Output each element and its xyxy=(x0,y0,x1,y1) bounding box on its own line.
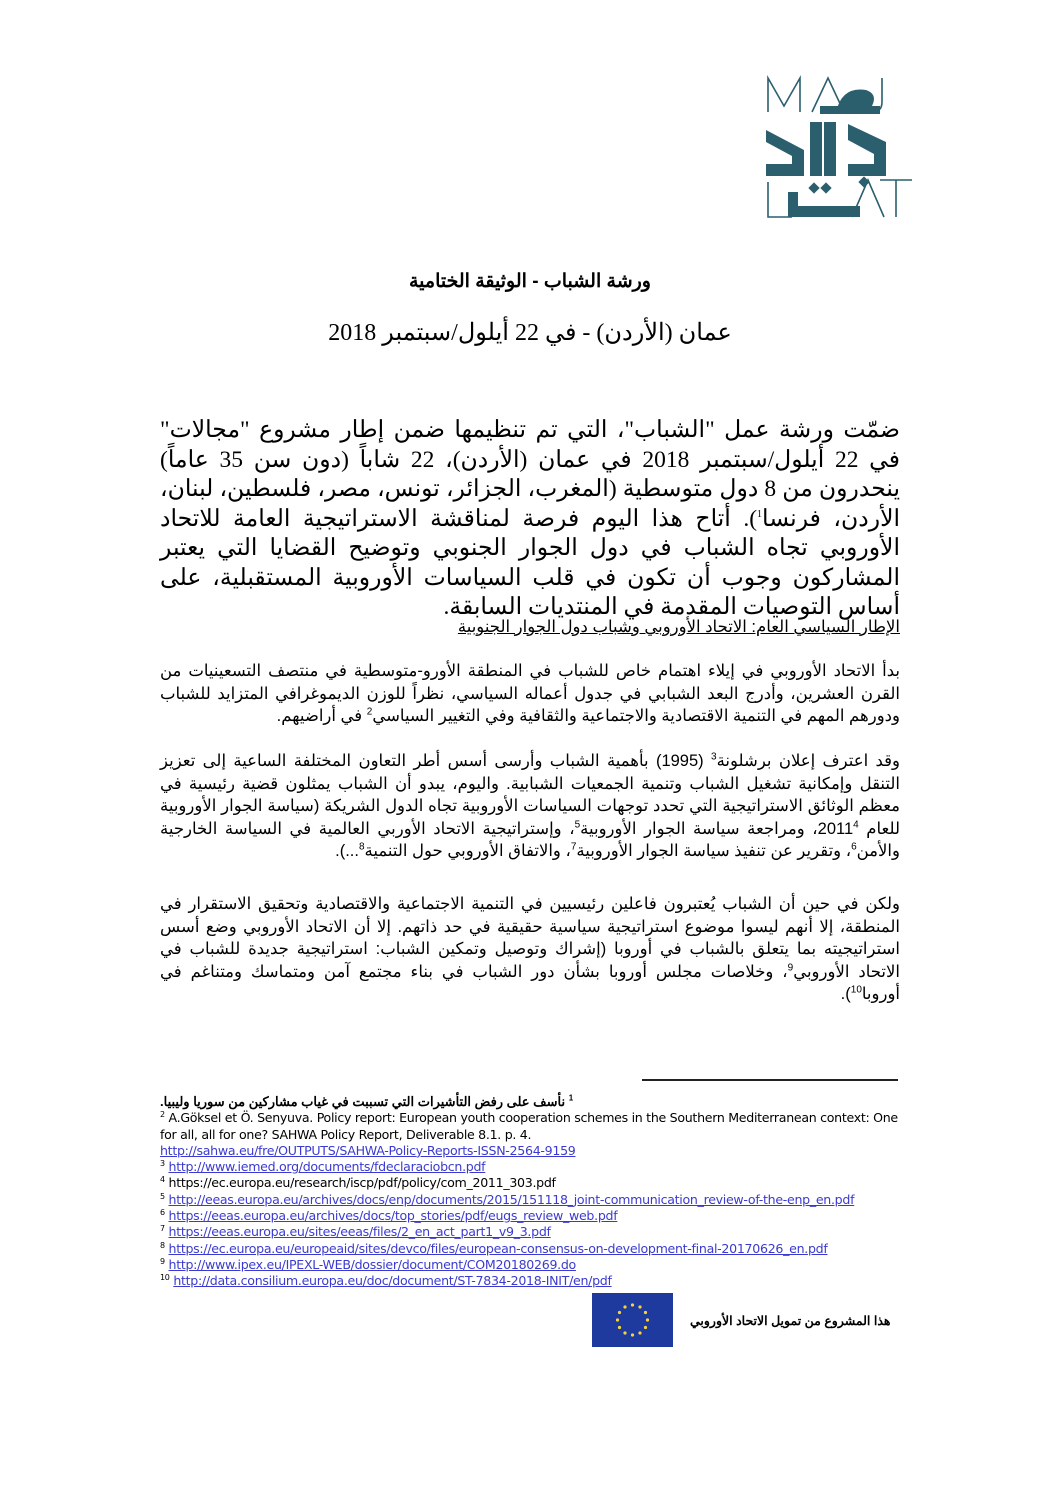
paragraph-text: في أراضيهم. xyxy=(276,707,367,725)
paragraph-text: ، وتقرير عن تنفيذ سياسة الجوار الأوروبية xyxy=(576,842,852,860)
intro-paragraph xyxy=(160,416,900,623)
section-heading: الإطار السياسي العام: الاتحاد الأوروبي وشباب دول الجوار الجنوبية xyxy=(457,618,900,636)
intro-text-cont: ). أتاح هذا اليوم فرصة لمناقشة الاستراتيجية العامة للاتحاد الأوروبي تجاه الشباب في دول الجوار الجنوبي وتوضيح القضايا التي يعتبر المشاركون وجوب أن تكون في قلب السياسات الأوروبية المستقبلية، على أساس التوصيات المقدمة في المنتديات السابقة. xyxy=(160,505,900,620)
footnote-9 xyxy=(160,1257,905,1273)
footnote-6 xyxy=(160,1208,905,1224)
footnote-text: نأسف على رفض التأشيرات التي تسببت في غياب مشاركين من سوريا وليبيا. xyxy=(160,1094,566,1109)
document-subtitle: عمان (الأردن) - في 22 أيلول/سبتمبر 2018 xyxy=(328,320,732,346)
footnote-ref-9[interactable]: 9 xyxy=(787,962,794,973)
footnote-2 xyxy=(160,1110,905,1159)
paragraph-2 xyxy=(160,750,900,863)
footnote-text: A.Göksel et Ö. Senyuva. Policy report: European youth cooperation schemes in the Southern Mediterranean context: One for all, all for one? SAHWA Policy Report, Deliverable 8.1. p. 4. xyxy=(160,1110,898,1142)
paragraph-text: ، ومراجعة سياسة الجوار الأوروبية xyxy=(580,819,818,838)
footnote-number: 3 xyxy=(160,1159,165,1168)
paragraph-text: ، وإستراتيجية الاتحاد الأوربي العالمية في السياسة الخارجية والأمن xyxy=(160,819,900,860)
footnote-7 xyxy=(160,1224,905,1240)
footnote-number: 5 xyxy=(160,1191,165,1201)
majalat-logo-icon xyxy=(762,72,912,222)
majalat-logo xyxy=(762,72,912,222)
footnotes xyxy=(160,1094,905,1290)
eu-stars-icon xyxy=(592,1293,673,1347)
footnote-link[interactable]: http://www.iemed.org/documents/fdeclaraciobcn.pdf xyxy=(168,1159,486,1175)
footnote-1 xyxy=(160,1094,905,1110)
paragraph-3 xyxy=(160,893,900,1006)
footnote-ref-6[interactable]: 6 xyxy=(851,841,857,853)
footnote-10 xyxy=(160,1273,905,1289)
footnote-link[interactable]: https://eeas.europa.eu/archives/docs/top_stories/pdf/eugs_review_web.pdf xyxy=(168,1208,618,1224)
footnote-ref-1[interactable]: 1 xyxy=(757,508,763,520)
footnote-link[interactable]: http://sahwa.eu/fre/OUTPUTS/SAHWA-Policy-Reports-ISSN-2564-9159 xyxy=(160,1142,576,1158)
footnote-link[interactable]: http://www.ipex.eu/IPEXL-WEB/dossier/document/COM20180269.do xyxy=(168,1256,576,1272)
footnote-4 xyxy=(160,1175,905,1191)
paragraph-text: بدأ الاتحاد الأوروبي في إيلاء اهتمام خاص للشباب في المنطقة الأورو-متوسطية في منتصف التسعينيات من القرن العشرين، وأدرج البعد الشبابي في جدول أعماله السياسي، نظراً للوزن الديموغرافي المتزايد للشباب ودورهم المهم في التنمية الاقتصادية والاجتماعية والثقافية وفي التغيير السياسي xyxy=(160,662,900,725)
footnote-ref-3[interactable]: 3 xyxy=(711,751,717,763)
footnote-ref-2[interactable]: 2 xyxy=(366,706,373,718)
footnote-number: 9 xyxy=(160,1256,165,1266)
paragraph-text: ولكن في حين أن الشباب يُعتبرون فاعلين رئيسيين في التنمية الاجتماعية والاقتصادية وتحقيق الاستقرار في المنطقة، إلا أنهم ليسوا موضوع استراتيجية سياسية حقيقية في حد ذاتهم. إلا أن الاتحاد الأوروبي وضع أسس استراتيجيته بما يتعلق بالشباب في أوروبا (إشراك وتوصيل وتمكين الشباب: استراتيجية جديدة للشباب في الاتحاد الأوروبي xyxy=(160,895,900,981)
footnote-separator xyxy=(642,1079,898,1081)
footnote-number: 4 xyxy=(160,1175,165,1185)
footnote-link[interactable]: http://eeas.europa.eu/archives/docs/enp/documents/2015/151118_joint-communication_review-of-the-enp_en.pdf xyxy=(168,1191,855,1207)
paragraph-text: ...). xyxy=(335,842,359,860)
footnote-ref-8[interactable]: 8 xyxy=(358,841,365,853)
footnote-5 xyxy=(160,1192,905,1208)
footnote-text: https://ec.europa.eu/research/iscp/pdf/policy/com_2011_303.pdf xyxy=(168,1175,556,1191)
footnote-number: 7 xyxy=(160,1224,165,1234)
footnote-link[interactable]: https://ec.europa.eu/europeaid/sites/devco/files/european-consensus-on-development-final-20170626_en.pdf xyxy=(168,1240,828,1256)
footnote-ref-10[interactable]: 10 xyxy=(850,984,862,996)
footnote-number: 8 xyxy=(160,1240,165,1250)
paragraph-text: (1995) بأهمية الشباب وأرسى أسس أطر التعاون المختلفة الساعية إلى تعزيز التنقل وإمكانية تشغيل الشباب وتنمية الجمعيات الشبابية. واليوم، يبدو أن الشباب يمثلون قضية رئيسية في معظم الوثائق الاستراتيجية التي تحدد توجهات السياسات الأوروبية تجاه الدول الشريكة (سياسة الجوار الأوروبية للعام 2011 xyxy=(160,752,901,838)
footnote-ref-7[interactable]: 7 xyxy=(570,841,577,853)
eu-funding-caption: هذا المشروع من تمويل الاتحاد الأوروبي xyxy=(690,1314,891,1328)
footnote-number: 6 xyxy=(160,1207,165,1217)
paragraph-text: ، والاتفاق الأوروبي حول التنمية xyxy=(364,842,571,860)
footnote-link[interactable]: http://data.consilium.europa.eu/doc/document/ST-7834-2018-INIT/en/pdf xyxy=(173,1273,612,1289)
footnote-8 xyxy=(160,1241,905,1257)
footnote-number: 10 xyxy=(160,1273,170,1283)
eu-flag-icon xyxy=(592,1293,673,1347)
paragraph-1 xyxy=(160,660,900,728)
footnote-ref-4[interactable]: 4 xyxy=(853,819,859,830)
document-title: ورشة الشباب - الوثيقة الختامية xyxy=(409,271,651,292)
paragraph-text: ). xyxy=(840,985,851,1003)
paragraph-text: وقد اعترف إعلان برشلونة xyxy=(716,752,900,770)
footnote-number: 1 xyxy=(568,1093,574,1103)
footnote-ref-5[interactable]: 5 xyxy=(574,819,581,830)
intro-text: ضمّت ورشة عمل "الشباب"، التي تم تنظيمها ضمن إطار مشروع "مجالات" في 22 أيلول/سبتمبر 2018 في عمان (الأردن)، 22 شاباً (دون سن 35 عاماً) ينحدرون من 8 دول متوسطية (المغرب، الجزائر، تونس، مصر، فلسطين، لبنان، الأردن، فرنسا xyxy=(160,417,901,532)
footnote-3 xyxy=(160,1159,905,1175)
footnote-link[interactable]: https://eeas.europa.eu/sites/eeas/files/2_en_act_part1_v9_3.pdf xyxy=(168,1224,551,1240)
paragraph-text: ، وخلاصات مجلس أوروبا بشأن دور الشباب في بناء مجتمع آمن ومتماسك ومتناغم في أوروبا xyxy=(160,962,900,1003)
footnote-number: 2 xyxy=(160,1110,165,1120)
